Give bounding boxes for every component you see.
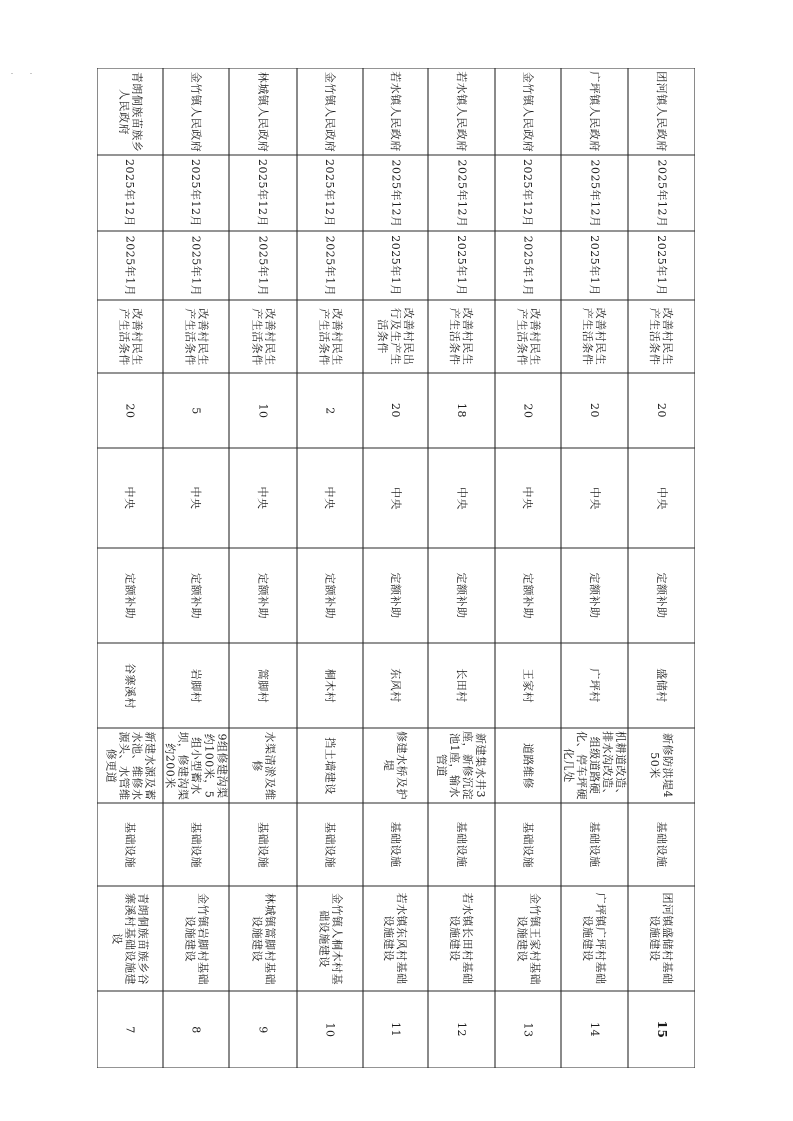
cell-location	[229, 643, 297, 728]
cell-benefit	[428, 300, 495, 373]
cell-text-type: 基础设施	[323, 821, 337, 868]
cell-text-amount: 18	[455, 403, 468, 418]
cell-method	[163, 548, 229, 643]
cell-text-start: 2025年1月	[189, 235, 203, 296]
cell-text-fund: 中央	[521, 486, 535, 510]
cell-project	[495, 886, 561, 991]
cell-text-location: 桐木村	[323, 668, 337, 703]
cell-end	[561, 155, 628, 231]
cell-end	[97, 155, 163, 231]
cell-text-location: 篙脚村	[256, 668, 270, 703]
cell-no	[495, 991, 561, 1068]
cell-amount	[561, 373, 628, 448]
cell-text-fund: 中央	[389, 486, 402, 510]
cell-method	[628, 548, 695, 643]
cell-end	[495, 155, 561, 231]
cell-amount	[297, 373, 363, 448]
cell-fund	[163, 448, 229, 548]
cell-location	[363, 643, 428, 728]
cell-text-owner: 金竹镇人民政府	[323, 71, 337, 152]
cell-no	[628, 991, 695, 1068]
cell-content	[495, 728, 561, 803]
cell-content	[229, 728, 297, 803]
cell-text-no: 8	[189, 1025, 203, 1034]
cell-text-benefit: 改善村民生产生活条件	[581, 307, 608, 366]
cell-type	[229, 803, 297, 886]
cell-owner	[97, 68, 163, 155]
cell-no	[297, 991, 363, 1068]
cell-type	[628, 803, 695, 886]
cell-text-end: 2025年12月	[323, 159, 337, 227]
cell-owner	[495, 68, 561, 155]
cell-text-method: 定额补助	[655, 572, 668, 619]
cell-text-start: 2025年1月	[256, 235, 270, 296]
cell-text-fund: 中央	[588, 486, 601, 510]
cell-text-project: 林城镇篙脚村基础设施建设	[250, 892, 276, 985]
cell-text-amount: 20	[655, 403, 668, 418]
cell-text-end: 2025年12月	[256, 159, 270, 227]
cell-owner	[163, 68, 229, 155]
cell-text-owner: 若水镇人民政府	[455, 71, 468, 152]
cell-text-start: 2025年1月	[123, 235, 137, 296]
cell-text-no: 15	[655, 1020, 669, 1039]
cell-no	[363, 991, 428, 1068]
cell-text-owner: 团河镇人民政府	[655, 71, 668, 152]
cell-text-owner: 青朗侗族苗族乡人民政府	[117, 71, 143, 152]
cell-text-project: 若水镇长田村基础设施建设	[448, 892, 475, 985]
cell-text-project: 金竹镇人桐木村基础设施建设	[317, 892, 343, 985]
cell-text-no: 11	[389, 1022, 402, 1037]
cell-start	[495, 231, 561, 300]
cell-project	[163, 886, 229, 991]
cell-text-end: 2025年12月	[189, 159, 203, 227]
cell-fund	[628, 448, 695, 548]
cell-location	[163, 643, 229, 728]
cell-text-fund: 中央	[655, 486, 668, 510]
cell-text-project: 金竹镇岩脚村基础设施建设	[183, 892, 209, 985]
cell-text-project: 青朗侗族苗族乡谷寨溪村基础设施建设	[110, 892, 150, 985]
cell-project	[628, 886, 695, 991]
cell-text-method: 定额补助	[123, 572, 137, 619]
cell-text-project: 广坪镇广坪村基础设施建设	[581, 892, 608, 985]
cell-content	[561, 728, 628, 803]
cell-text-content: 新建水源及蓄水池、维修水源头、水管维修更道	[104, 731, 156, 800]
cell-type	[163, 803, 229, 886]
cell-start	[229, 231, 297, 300]
cell-start	[163, 231, 229, 300]
cell-start	[363, 231, 428, 300]
cell-text-content: 9组修建沟渠约100米，5组小型蓄水坝，修建沟渠约200米	[163, 731, 229, 800]
cell-text-method: 定额补助	[521, 572, 535, 619]
cell-text-type: 基础设施	[521, 821, 535, 868]
cell-method	[229, 548, 297, 643]
cell-text-no: 9	[256, 1025, 270, 1034]
cell-text-method: 定额补助	[323, 572, 337, 619]
cell-text-no: 12	[455, 1022, 468, 1037]
cell-text-start: 2025年1月	[588, 235, 601, 296]
cell-project	[561, 886, 628, 991]
cell-text-fund: 中央	[256, 486, 270, 510]
cell-text-start: 2025年1月	[655, 235, 668, 296]
cell-fund	[229, 448, 297, 548]
cell-text-benefit: 改善村民生产生活条件	[117, 307, 143, 366]
cell-text-location: 岩脚村	[189, 668, 203, 703]
cell-text-fund: 中央	[455, 486, 468, 510]
rotated-project-table	[97, 68, 695, 1068]
cell-owner	[297, 68, 363, 155]
cell-text-amount: 10	[256, 403, 270, 418]
cell-text-method: 定额补助	[455, 572, 468, 619]
cell-benefit	[628, 300, 695, 373]
cell-no	[428, 991, 495, 1068]
cell-start	[297, 231, 363, 300]
cell-text-no: 7	[123, 1025, 137, 1034]
cell-no	[561, 991, 628, 1068]
cell-text-location: 广坪村	[588, 668, 601, 703]
cell-text-start: 2025年1月	[521, 235, 535, 296]
cell-text-content: 机耕道改造、排水沟改造、组级道路硬化、停车坪硬化几处	[562, 731, 627, 800]
cell-text-benefit: 改善村民生产生活条件	[250, 307, 276, 366]
cell-text-amount: 20	[389, 403, 402, 418]
cell-benefit	[229, 300, 297, 373]
cell-text-amount: 5	[189, 406, 203, 415]
cell-text-type: 基础设施	[588, 821, 601, 868]
cell-owner	[561, 68, 628, 155]
cell-fund	[363, 448, 428, 548]
cell-content	[363, 728, 428, 803]
cell-start	[561, 231, 628, 300]
cell-text-project: 团河镇盛储村基础设施建设	[648, 892, 675, 985]
cell-type	[297, 803, 363, 886]
cell-no	[229, 991, 297, 1068]
cell-text-start: 2025年1月	[455, 235, 468, 296]
cell-benefit	[495, 300, 561, 373]
cell-project	[97, 886, 163, 991]
cell-text-content: 挡土墙建设	[323, 736, 337, 795]
cell-amount	[428, 373, 495, 448]
cell-benefit	[561, 300, 628, 373]
cell-amount	[495, 373, 561, 448]
cell-text-benefit: 改善村民生产生活条件	[448, 307, 475, 366]
cell-fund	[561, 448, 628, 548]
cell-text-benefit: 改善村民出行及生产生活条件	[376, 307, 415, 366]
cell-owner	[363, 68, 428, 155]
cell-benefit	[163, 300, 229, 373]
cell-text-content: 新建集水井3座，新修沉淀池1座，输水管道	[435, 731, 488, 800]
cell-text-type: 基础设施	[655, 821, 668, 868]
cell-text-content: 新修防洪堤450米	[648, 733, 675, 798]
cell-text-type: 基础设施	[189, 821, 203, 868]
cell-text-owner: 林城镇人民政府	[256, 71, 270, 152]
cell-fund	[428, 448, 495, 548]
cell-owner	[428, 68, 495, 155]
cell-text-owner: 金竹镇人民政府	[521, 71, 535, 152]
cell-text-end: 2025年12月	[389, 159, 402, 227]
cell-text-no: 10	[323, 1022, 337, 1037]
cell-text-content: 水渠清淤及维修	[250, 731, 276, 800]
cell-text-amount: 2	[323, 406, 337, 415]
cell-text-location: 王家村	[521, 668, 535, 703]
cell-start	[428, 231, 495, 300]
cell-end	[363, 155, 428, 231]
cell-text-fund: 中央	[189, 486, 203, 510]
cell-text-end: 2025年12月	[455, 159, 468, 227]
cell-text-location: 东风村	[389, 668, 402, 703]
cell-amount	[628, 373, 695, 448]
cell-method	[297, 548, 363, 643]
cell-text-no: 13	[521, 1022, 535, 1037]
cell-location	[297, 643, 363, 728]
cell-text-benefit: 改善村民生产生活条件	[317, 307, 343, 366]
cell-text-method: 定额补助	[256, 572, 270, 619]
cell-text-content: 修建水桥及护堤	[382, 731, 409, 800]
cell-content	[428, 728, 495, 803]
cell-text-end: 2025年12月	[123, 159, 137, 227]
cell-method	[363, 548, 428, 643]
cell-fund	[97, 448, 163, 548]
cell-method	[97, 548, 163, 643]
cell-end	[229, 155, 297, 231]
cell-text-no: 14	[588, 1022, 601, 1037]
cell-owner	[229, 68, 297, 155]
cell-type	[97, 803, 163, 886]
cell-project	[229, 886, 297, 991]
cell-end	[297, 155, 363, 231]
cell-text-benefit: 改善村民生产生活条件	[648, 307, 675, 366]
cell-location	[428, 643, 495, 728]
cell-text-owner: 若水镇人民政府	[389, 71, 402, 152]
cell-amount	[97, 373, 163, 448]
cell-type	[428, 803, 495, 886]
cell-fund	[495, 448, 561, 548]
cell-text-fund: 中央	[323, 486, 337, 510]
cell-content	[297, 728, 363, 803]
cell-text-location: 谷寨溪村	[123, 662, 137, 709]
cell-method	[428, 548, 495, 643]
cell-project	[297, 886, 363, 991]
cell-location	[628, 643, 695, 728]
cell-no	[163, 991, 229, 1068]
cell-owner	[628, 68, 695, 155]
scan-speck	[11, 73, 13, 74]
cell-amount	[163, 373, 229, 448]
cell-start	[97, 231, 163, 300]
cell-text-location: 盛储村	[655, 668, 668, 703]
cell-text-type: 基础设施	[389, 821, 402, 868]
cell-text-start: 2025年1月	[323, 235, 337, 296]
cell-start	[628, 231, 695, 300]
cell-no	[97, 991, 163, 1068]
cell-text-content: 道路维修	[521, 742, 535, 789]
cell-text-type: 基础设施	[123, 821, 137, 868]
cell-text-method: 定额补助	[588, 572, 601, 619]
cell-text-owner: 广坪镇人民政府	[588, 71, 601, 152]
cell-text-fund: 中央	[123, 486, 137, 510]
cell-fund	[297, 448, 363, 548]
cell-benefit	[363, 300, 428, 373]
cell-benefit	[297, 300, 363, 373]
cell-location	[97, 643, 163, 728]
cell-content	[163, 728, 229, 803]
cell-method	[495, 548, 561, 643]
cell-text-project: 金竹镇王家村基础设施建设	[515, 892, 541, 985]
cell-end	[428, 155, 495, 231]
cell-end	[628, 155, 695, 231]
cell-text-end: 2025年12月	[521, 159, 535, 227]
cell-method	[561, 548, 628, 643]
cell-type	[363, 803, 428, 886]
cell-text-amount: 20	[123, 403, 137, 418]
cell-text-location: 长田村	[455, 668, 468, 703]
cell-text-amount: 20	[588, 403, 601, 418]
cell-content	[628, 728, 695, 803]
cell-amount	[229, 373, 297, 448]
cell-content	[97, 728, 163, 803]
cell-text-benefit: 改善村民生产生活条件	[183, 307, 209, 366]
cell-text-method: 定额补助	[389, 572, 402, 619]
cell-location	[495, 643, 561, 728]
cell-project	[363, 886, 428, 991]
cell-type	[495, 803, 561, 886]
cell-text-benefit: 改善村民生产生活条件	[515, 307, 541, 366]
cell-end	[163, 155, 229, 231]
cell-text-start: 2025年1月	[389, 235, 402, 296]
cell-benefit	[97, 300, 163, 373]
cell-text-type: 基础设施	[256, 821, 270, 868]
cell-text-end: 2025年12月	[655, 159, 668, 227]
cell-text-owner: 金竹镇人民政府	[189, 71, 203, 152]
cell-project	[428, 886, 495, 991]
cell-text-project: 若水镇东风村基础设施建设	[382, 892, 409, 985]
cell-text-end: 2025年12月	[588, 159, 601, 227]
cell-text-method: 定额补助	[189, 572, 203, 619]
cell-type	[561, 803, 628, 886]
cell-text-type: 基础设施	[455, 821, 468, 868]
cell-text-amount: 20	[521, 403, 535, 418]
scan-speck	[30, 73, 32, 74]
cell-location	[561, 643, 628, 728]
cell-amount	[363, 373, 428, 448]
